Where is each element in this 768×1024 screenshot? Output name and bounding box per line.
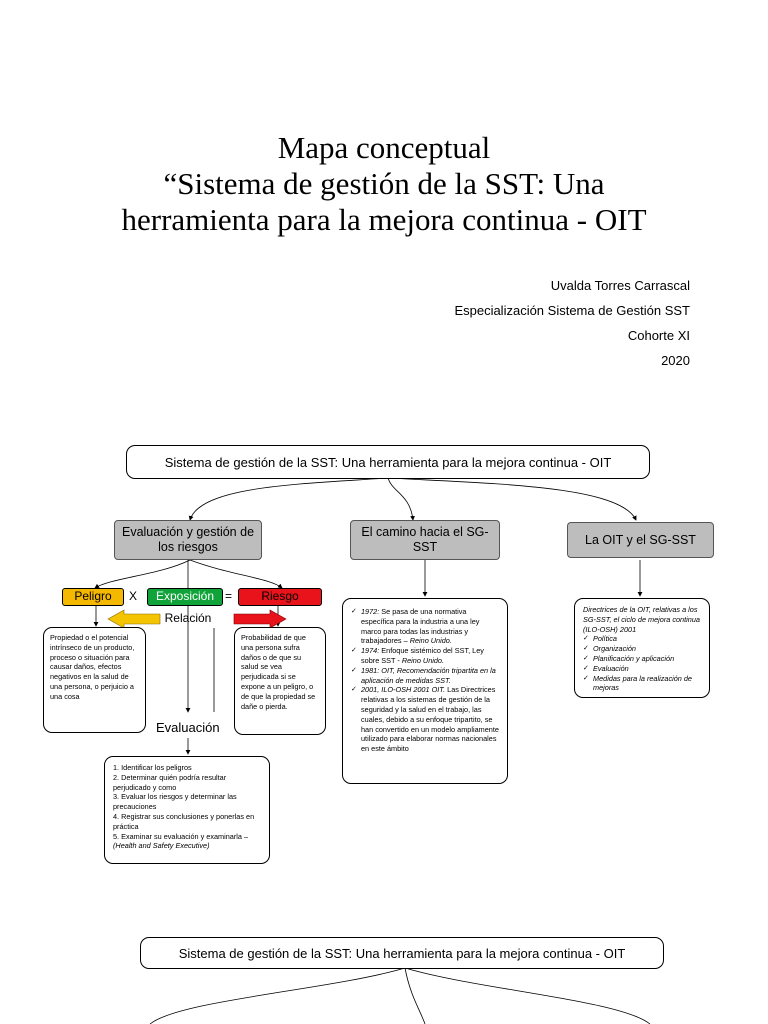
- eval-source: (Health and Safety Executive): [113, 841, 210, 851]
- camino-item-2001: ✓ 2001, ILO-OSH 2001 OIT. Las Directrices relativas a los sistemas de gestión de la seguridad y la salud en el trabajo, las cuales, debido a su enfoque tripartito, se han convertido en un modelo ampliamente utilizado para elaborar normas nacionales en este ámbito: [351, 685, 499, 754]
- edge-slide3-left: [150, 968, 405, 1024]
- edge-eval-riesgo: [190, 560, 282, 588]
- peligro-definition: Propiedad o el potencial intrínseco de un producto, proceso o situación para causar daños, efectos negativos en la salud de una persona, o perjuicio a una cosa: [43, 627, 146, 733]
- relacion-label: Relación: [164, 611, 212, 625]
- title-line-2: “Sistema de gestión de la SST: Una: [163, 166, 605, 201]
- camino-history-box: [342, 598, 508, 784]
- oit-item-evaluacion: ✓ Evaluación: [583, 664, 701, 674]
- camino-item-1972: ✓ 1972: Se pasa de una normativa específica para la industria a una ley marco para todas las industrias y trabajadores – Reino Unido.: [351, 607, 499, 646]
- year: 2020: [661, 353, 690, 368]
- eval-step-5: 5. Examinar su evaluación y examinarla – (Health and Safety Executive): [113, 831, 249, 851]
- author: Uvalda Torres Carrascal: [550, 278, 690, 293]
- edge-root-eval: [190, 478, 388, 520]
- root-node: Sistema de gestión de la SST: Una herramienta para la mejora continua - OIT: [126, 445, 650, 479]
- oit-item-organizacion: ✓ Organización: [583, 644, 701, 654]
- edge-root-camino: [388, 478, 413, 520]
- cohort: Cohorte XI: [627, 328, 690, 343]
- oit-item-planificacion: ✓ Planificación y aplicación: [583, 654, 701, 664]
- eval-step-2: 2. Determinar quién podría resultar perjudicado y como: [113, 772, 227, 792]
- camino-item-1981: ✓ 1981: OIT, Recomendación tripartita en la aplicación de medidas SST.: [351, 666, 499, 686]
- exposicion-box: Exposición: [147, 588, 223, 606]
- oit-item-politica: ✓ Política: [583, 634, 701, 644]
- riesgo-definition: Probabilidad de que una persona sufra daños o de que su salud se vea perjudicada si se expone a un peligro, o de que la propiedad se dañe o pierda.: [234, 627, 326, 735]
- branch-camino-sgsst: El camino hacia el SG-SST: [350, 520, 500, 560]
- oit-intro: Directrices de la OIT, relativas a los SG-SST, el ciclo de mejora continua (ILO-OSH) 2001: [583, 605, 700, 634]
- peligro-box: Peligro: [62, 588, 124, 606]
- evaluacion-steps-box: [104, 756, 270, 864]
- times-symbol: X: [129, 589, 138, 603]
- arrow-right-red: [234, 610, 286, 628]
- edge-root-oit: [388, 478, 636, 520]
- arrow-left-yellow: [108, 610, 160, 628]
- equals-symbol: =: [225, 589, 233, 603]
- evaluacion-label: Evaluación: [156, 720, 220, 735]
- edge-eval-peligro: [95, 560, 190, 588]
- riesgo-box: Riesgo: [238, 588, 322, 606]
- eval-step-4: 4. Registrar sus conclusiones y ponerlas en práctica: [113, 811, 255, 831]
- eval-step-3: 3. Evaluar los riesgos y determinar las precauciones: [113, 792, 237, 812]
- edge-slide3-right: [405, 968, 650, 1024]
- title-line-3: herramienta para la mejora continua - OIT: [121, 202, 647, 237]
- camino-item-1974: ✓ 1974: Enfoque sistémico del SST, Ley sobre SST - Reino Unido.: [351, 646, 499, 666]
- branch-oit-sgsst: La OIT y el SG-SST: [567, 522, 714, 558]
- oit-item-mejoras: ✓ Medidas para la realización de mejoras: [583, 674, 701, 694]
- oit-directrices-box: [574, 598, 710, 698]
- eval-step-1: 1. Identificar los peligros: [113, 763, 192, 772]
- edge-slide3-mid: [405, 968, 425, 1024]
- program: Especialización Sistema de Gestión SST: [454, 303, 690, 318]
- title-line-1: Mapa conceptual: [277, 130, 491, 165]
- slide3-root-node: Sistema de gestión de la SST: Una herramienta para la mejora continua - OIT: [140, 937, 664, 969]
- branch-evaluacion-gestion: Evaluación y gestión de los riesgos: [114, 520, 262, 560]
